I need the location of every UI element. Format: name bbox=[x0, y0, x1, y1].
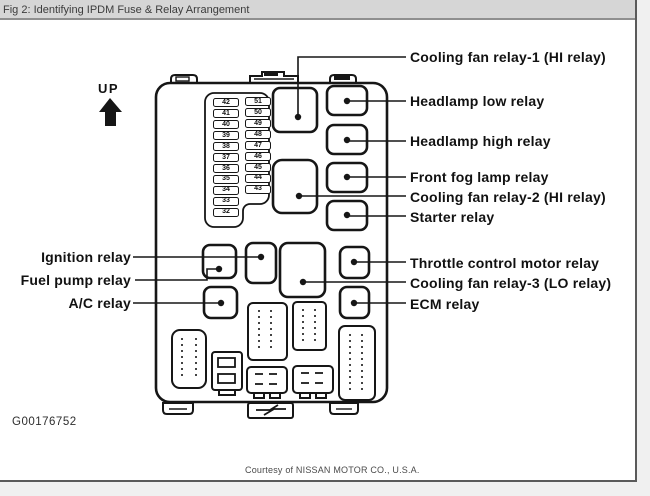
fuse-slot: 46 bbox=[245, 152, 271, 161]
fuse-slot: 40 bbox=[213, 120, 239, 129]
fuse-slot: 39 bbox=[213, 131, 239, 140]
top-tabs bbox=[171, 72, 356, 82]
courtesy-note: Courtesy of NISSAN MOTOR CO., U.S.A. bbox=[245, 465, 420, 475]
label-ac-relay: A/C relay bbox=[68, 295, 131, 311]
label-front-fog-lamp-relay: Front fog lamp relay bbox=[410, 169, 549, 185]
fuse-slot: 43 bbox=[245, 185, 271, 194]
ignition-relay-box bbox=[246, 243, 276, 283]
fuse-slot: 34 bbox=[213, 186, 239, 195]
fuse-column-right bbox=[245, 97, 271, 196]
fuse-slot: 45 bbox=[245, 163, 271, 172]
cooling-fan-relay-3-box bbox=[280, 243, 325, 297]
fuse-slot: 51 bbox=[245, 97, 271, 106]
figure-code: G00176752 bbox=[12, 416, 77, 428]
cooling-fan-relay-2-box bbox=[273, 160, 317, 213]
figure-title: Fig 2: Identifying IPDM Fuse & Relay Arrangement bbox=[3, 4, 250, 16]
cooling-fan-relay-1-box bbox=[273, 88, 317, 132]
fuse-slot: 36 bbox=[213, 164, 239, 173]
label-ecm-relay: ECM relay bbox=[410, 296, 480, 312]
fuel-pump-relay-box bbox=[203, 245, 236, 278]
fuse-slot: 32 bbox=[213, 208, 239, 217]
up-arrow-icon bbox=[99, 98, 122, 126]
bottom-mounting-feet bbox=[163, 403, 358, 418]
fuse-slot: 33 bbox=[213, 197, 239, 206]
label-headlamp-high-relay: Headlamp high relay bbox=[410, 133, 551, 149]
label-headlamp-low-relay: Headlamp low relay bbox=[410, 93, 545, 109]
fuse-slot: 35 bbox=[213, 175, 239, 184]
fuse-slot: 48 bbox=[245, 130, 271, 139]
fuse-slot: 47 bbox=[245, 141, 271, 150]
label-ignition-relay: Ignition relay bbox=[41, 249, 131, 265]
label-cooling-fan-relay-3: Cooling fan relay-3 (LO relay) bbox=[410, 275, 612, 291]
fuse-slot: 50 bbox=[245, 108, 271, 117]
label-throttle-control-motor-relay: Throttle control motor relay bbox=[410, 255, 600, 271]
label-starter-relay: Starter relay bbox=[410, 209, 495, 225]
fuse-slot: 37 bbox=[213, 153, 239, 162]
label-cooling-fan-relay-1: Cooling fan relay-1 (HI relay) bbox=[410, 49, 606, 65]
ipdm-diagram bbox=[0, 22, 635, 480]
fuse-slot: 44 bbox=[245, 174, 271, 183]
fuse-slot: 38 bbox=[213, 142, 239, 151]
fuse-column-left bbox=[213, 98, 239, 219]
label-cooling-fan-relay-2: Cooling fan relay-2 (HI relay) bbox=[410, 189, 606, 205]
fuse-slot: 42 bbox=[213, 98, 239, 107]
title-bar bbox=[0, 0, 635, 20]
label-fuel-pump-relay: Fuel pump relay bbox=[20, 272, 131, 288]
fuse-slot: 49 bbox=[245, 119, 271, 128]
up-label: UP bbox=[98, 81, 120, 96]
fuse-slot: 41 bbox=[213, 109, 239, 118]
